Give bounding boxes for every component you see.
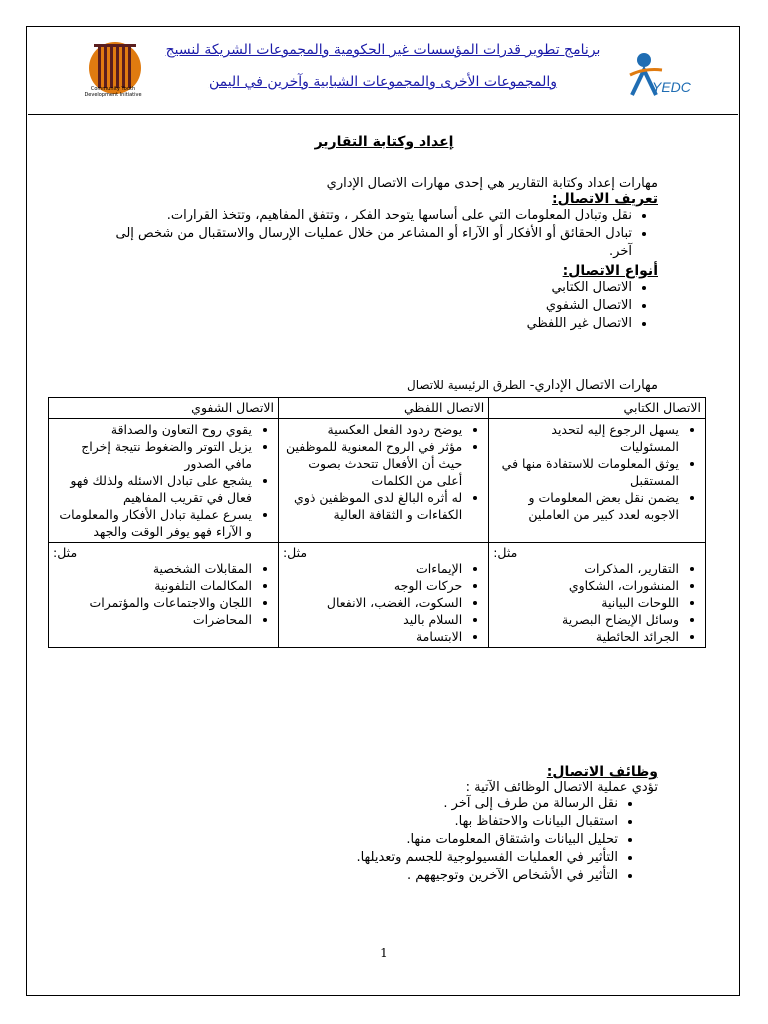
- program-title-line1: برنامج تطوير قدرات المؤسسات غير الحكومية والمجموعات الشريكة لنسيج: [165, 42, 601, 58]
- list-item: • الاتصال الشفوي: [98, 297, 632, 315]
- list-item: • السكوت، الغضب، الانفعال: [283, 594, 462, 611]
- definition-list: [98, 207, 658, 261]
- list-item: • يضمن نقل بعض المعلومات و الاجوبه لعدد كبير من العاملين: [493, 489, 679, 523]
- list-item: • تحليل البيانات واشتقاق المعلومات منها.: [98, 831, 618, 849]
- yedc-logo: [622, 40, 702, 110]
- list-item: • السلام باليد: [283, 611, 462, 628]
- list-item: • يسرع عملية تبادل الأفكار والمعلومات و الآراء فهو يوفر الوقت والجهد: [53, 506, 252, 540]
- types-heading: أنواع الاتصال:: [562, 263, 658, 279]
- types-list: [98, 279, 658, 333]
- list-item: • يزيل التوتر والضغوط نتيجة إخراج مافي الصدور: [53, 438, 252, 472]
- page-number: 1: [380, 946, 388, 960]
- list-item: • المحاضرات: [53, 611, 252, 628]
- list-item: • مؤثر في الروح المعنوية للموظفين حيث أن الأفعال تتحدث بصوت أعلى من الكلمات: [283, 438, 462, 489]
- table-header-row: [49, 398, 706, 419]
- table-cell: [489, 543, 706, 648]
- list-item: • اللوحات البيانية: [493, 594, 679, 611]
- list-item: • وسائل الإيضاح البصرية: [493, 611, 679, 628]
- list-item: • الجرائد الحائطية: [493, 628, 679, 645]
- column-header: الاتصال اللفظي: [278, 398, 488, 419]
- list-item: • الاتصال الكتابي: [98, 279, 632, 297]
- list-item: • الاتصال غير اللفظي: [98, 315, 632, 333]
- table-cell: [49, 543, 279, 648]
- list-item: • نقل وتبادل المعلومات التي على أساسها يتوحد الفكر ، وتتفق المفاهيم، وتتخذ القرارات.: [98, 207, 632, 225]
- list-item: • يقوي روح التعاون والصداقة: [53, 421, 252, 438]
- functions-block: [98, 764, 658, 885]
- column-header: الاتصال الكتابي: [489, 398, 706, 419]
- table-row: [49, 419, 706, 543]
- list-item: • يوثق المعلومات للاستفادة منها في المستقبل: [493, 455, 679, 489]
- table-cell: [278, 543, 488, 648]
- functions-intro: تؤدي عملية الاتصال الوظائف الآتية :: [465, 780, 658, 795]
- functions-list: [98, 795, 658, 885]
- header-divider: [28, 114, 738, 115]
- intro-text: مهارات إعداد وكتابة التقارير هي إحدى مهارات الاتصال الإداري: [326, 176, 658, 191]
- page-title: إعداد وكتابة التقارير: [314, 134, 454, 150]
- table-cell: [489, 419, 706, 543]
- list-item: • نقل الرسالة من طرف إلى آخر .: [98, 795, 618, 813]
- list-item: • المنشورات، الشكاوي: [493, 577, 679, 594]
- list-item: • يسهل الرجوع إليه لتحديد المسئوليات: [493, 421, 679, 455]
- example-label: مثل:: [493, 545, 518, 560]
- list-item: • الابتسامة: [283, 628, 462, 645]
- list-item: • المكالمات التلفونية: [53, 577, 252, 594]
- header: [28, 28, 738, 114]
- functions-heading: وظائف الاتصال:: [546, 764, 658, 780]
- list-item: • التقارير، المذكرات: [493, 560, 679, 577]
- communication-table: [48, 397, 706, 648]
- table-row: [49, 543, 706, 648]
- column-header: الاتصال الشفوي: [49, 398, 279, 419]
- methods-line: مهارات الاتصال الإداري- الطرق الرئيسية للاتصال: [406, 378, 658, 393]
- svg-text:YEDC: YEDC: [652, 79, 691, 95]
- list-item: • الإيماءات: [283, 560, 462, 577]
- list-item: • المقابلات الشخصية: [53, 560, 252, 577]
- table-cell: [278, 419, 488, 543]
- list-item: • التأثير في العمليات الفسيولوجية للجسم وتعديلها.: [98, 849, 618, 867]
- list-item: • له أثره البالغ لدى الموظفين ذوي الكفاءات و الثقافة العالية: [283, 489, 462, 523]
- program-title-line2: والمجموعات الأخرى والمجموعات الشبابية وآخرين في اليمن: [208, 74, 558, 90]
- list-item: • تبادل الحقائق أو الأفكار أو الآراء أو المشاعر من خلال عمليات الإرسال والاستقبال من شخص إلى آخر.: [98, 225, 632, 261]
- table-cell: [49, 419, 279, 543]
- list-item: • التأثير في الأشخاص الآخرين وتوجيههم .: [98, 867, 618, 885]
- definition-heading: تعريف الاتصال:: [552, 191, 658, 207]
- list-item: • يوضح ردود الفعل العكسية: [283, 421, 462, 438]
- list-item: • يشجع على تبادل الاسئله ولذلك فهو فعال في تقريب المفاهيم: [53, 472, 252, 506]
- cydi-caption: Community Youth Development Initiative: [84, 86, 142, 98]
- intro-block: [98, 176, 658, 333]
- example-label: مثل:: [53, 545, 78, 560]
- list-item: • اللجان والاجتماعات والمؤتمرات: [53, 594, 252, 611]
- list-item: • استقبال البيانات والاحتفاظ بها.: [98, 813, 618, 831]
- list-item: • حركات الوجه: [283, 577, 462, 594]
- example-label: مثل:: [282, 545, 308, 560]
